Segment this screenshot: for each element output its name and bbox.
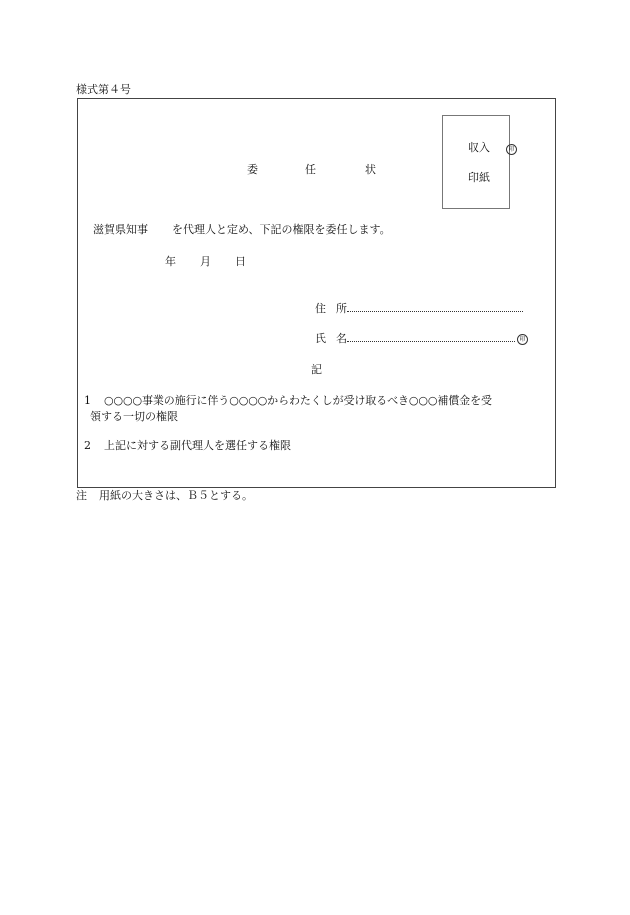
statement-addressee: 滋賀県知事 (93, 223, 148, 236)
name-label-char-1: 氏 (315, 332, 326, 345)
address-label (315, 302, 347, 315)
address-label-char-2: 所 (336, 302, 347, 315)
name-label (315, 332, 347, 345)
footnote-label: 注 (76, 489, 87, 502)
item-text-line-1: 上記に対する副代理人を選任する権限 (104, 439, 291, 452)
revenue-stamp-box (442, 115, 515, 209)
delegation-statement (93, 223, 391, 237)
address-dotted-line (347, 302, 523, 312)
name-label-char-2: 名 (336, 332, 347, 345)
footnote-text: 用紙の大きさは、Ｂ５とする。 (99, 489, 253, 502)
item-number: 1 (84, 394, 91, 407)
name-field (315, 332, 528, 346)
date-year-label: 年 (165, 255, 176, 268)
address-label-char-1: 住 (315, 302, 326, 315)
title-char-1: 委 (247, 163, 258, 176)
item-text-line-2: 領する一切の権限 (90, 410, 178, 423)
footnote (76, 489, 253, 503)
date-day-label: 日 (235, 255, 246, 268)
date-line (165, 255, 246, 269)
statement-body: を代理人と定め、下記の権限を委任します。 (172, 223, 391, 236)
list-item (84, 439, 291, 453)
title-char-2: 任 (305, 163, 316, 176)
stamp-label-revenue: 収入 (468, 141, 490, 154)
title-char-3: 状 (365, 163, 376, 176)
date-month-label: 月 (200, 255, 211, 268)
stamp-seal-icon: 印 (506, 144, 517, 155)
name-dotted-line (347, 332, 515, 342)
item-text-line-1: ○○○○事業の施行に伴う○○○○からわたくしが受け取るべき○○○補償金を受 (104, 394, 492, 407)
item-number: 2 (84, 439, 91, 452)
proxy-form-frame (77, 98, 556, 488)
name-seal-icon: 印 (517, 334, 528, 345)
address-field (315, 302, 523, 316)
stamp-label-stamp: 印紙 (468, 171, 490, 184)
form-number: 様式第４号 (76, 83, 131, 96)
ki-heading: 記 (311, 363, 322, 376)
